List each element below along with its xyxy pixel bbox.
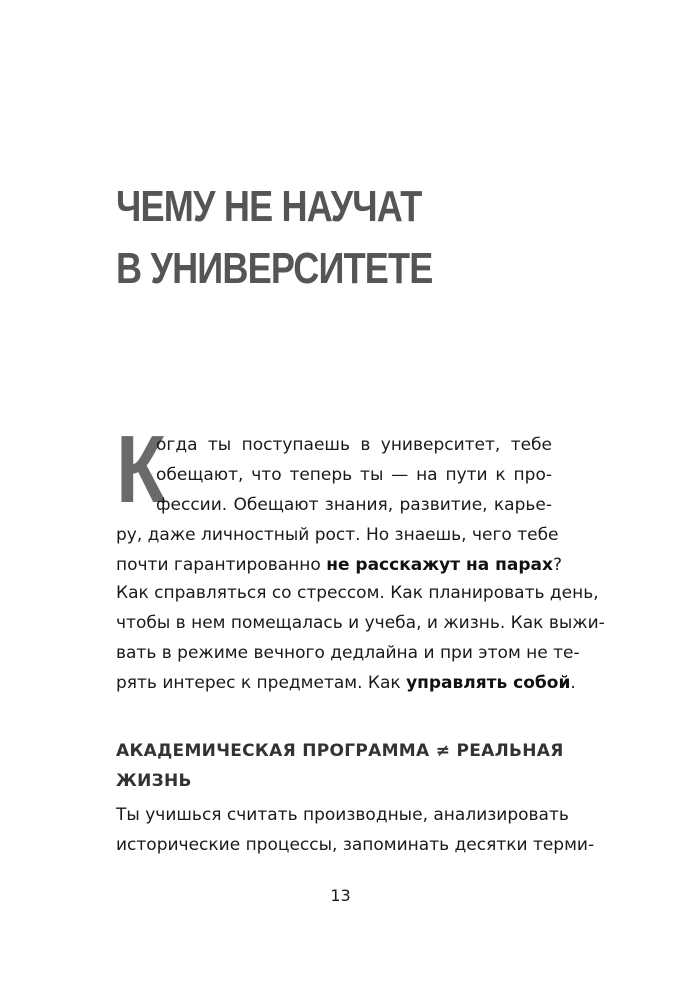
text-line: исторические процессы, запоминать десятки терми- xyxy=(116,835,595,855)
chapter-title xyxy=(116,176,493,300)
text-run: . xyxy=(570,673,576,693)
text-line: Как справляться со стрессом. Как планировать день, xyxy=(116,583,599,603)
text-line: фессии. Обещают знания, развитие, карье- xyxy=(156,495,552,515)
text-line: ру, даже личностный рост. Но знаешь, чего тебе xyxy=(116,525,559,545)
bold-phrase: не расскажут на парах xyxy=(326,555,553,575)
text-run: ? xyxy=(552,555,562,575)
chapter-title-line-1: ЧЕМУ НЕ НАУЧАТ xyxy=(116,182,422,231)
text-line xyxy=(116,550,562,580)
section-heading-line-2: ЖИЗНЬ xyxy=(116,771,192,791)
chapter-title-line-2: В УНИВЕРСИТЕТЕ xyxy=(116,244,433,293)
page-number: 13 xyxy=(330,886,351,905)
bold-phrase: управлять собой xyxy=(406,673,571,693)
section-heading-line-1: АКАДЕМИЧЕСКАЯ ПРОГРАММА ≠ РЕАЛЬНАЯ xyxy=(116,741,564,761)
text-run: почти гарантированно xyxy=(116,555,327,575)
drop-cap: К xyxy=(116,416,166,523)
text-line: вать в режиме вечного дедлайна и при этом не те- xyxy=(116,643,580,663)
intro-paragraph xyxy=(116,416,562,580)
text-run: рять интерес к предметам. Как xyxy=(116,673,407,693)
text-line: обещают, что теперь ты — на пути к про- xyxy=(156,465,552,485)
section-heading xyxy=(116,736,564,796)
text-line: чтобы в нем помещалась и учеба, и жизнь. Как выжи- xyxy=(116,613,605,633)
text-line xyxy=(116,668,576,698)
text-line: огда ты поступаешь в университет, тебе xyxy=(156,435,552,455)
second-paragraph xyxy=(116,578,605,698)
text-line: Ты учишься считать производные, анализировать xyxy=(116,805,569,825)
third-paragraph xyxy=(116,800,595,860)
